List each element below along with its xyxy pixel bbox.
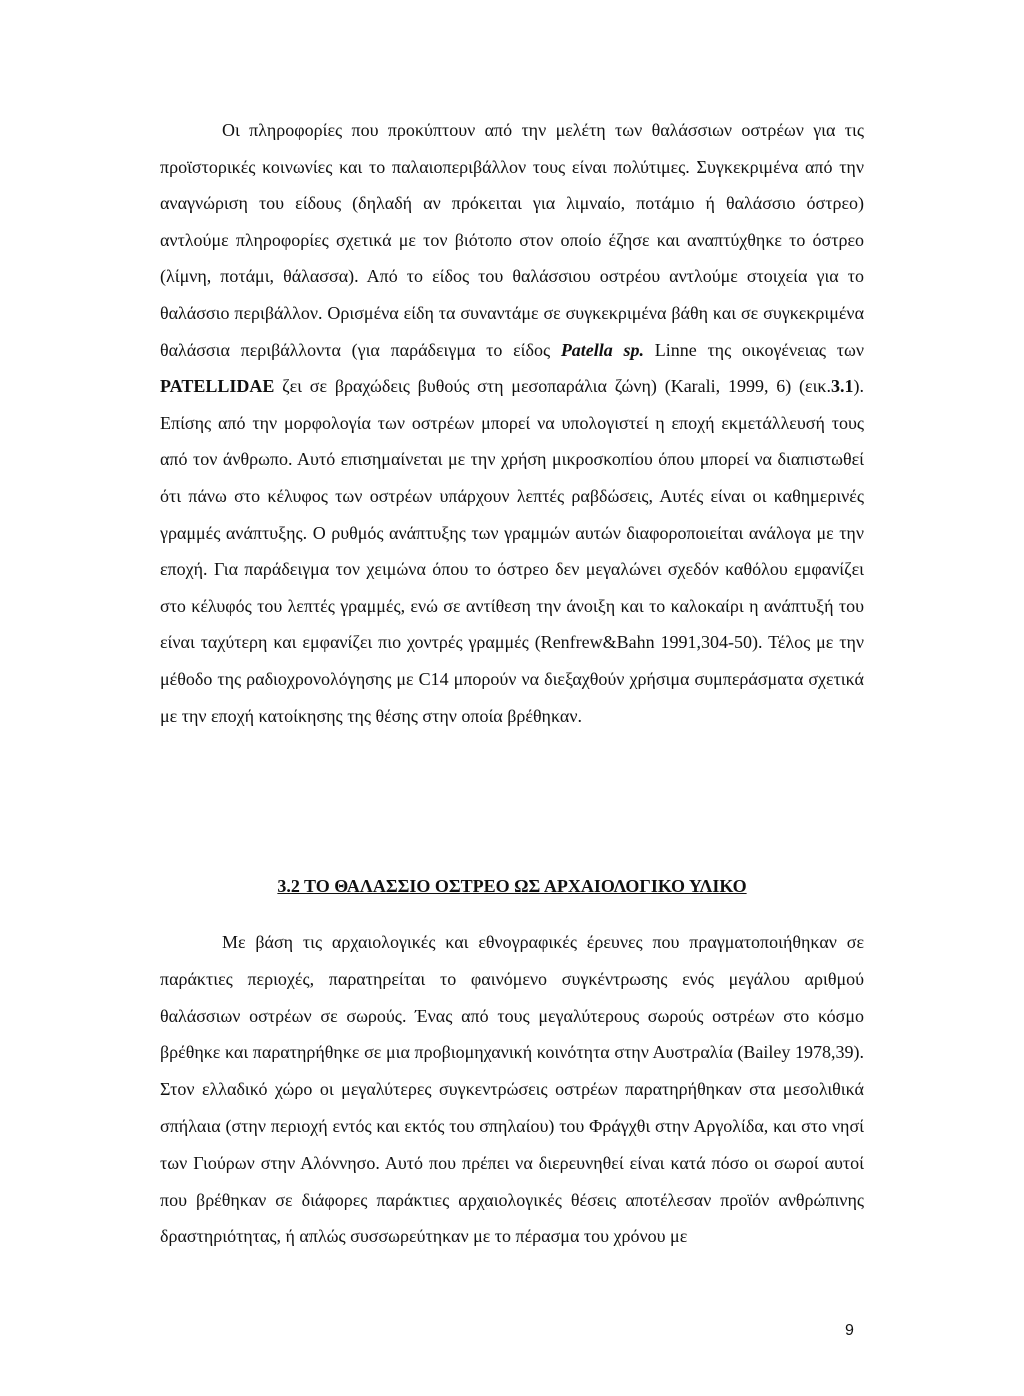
paragraph-text: Οι πληροφορίες που προκύπτουν από την μελέτη των θαλάσσιων οστρέων για τις προϊστορικές κοινωνίες και το παλαιοπεριβάλλον τους είναι πολύτιμες. Συγκεκριμένα από την αναγνώριση του είδους (δηλαδή αν πρόκειται για λιμναίο, ποτάμιο ή θαλάσσιο όστρεο) αντλούμε πληροφορίες σχετικά με τον βιότοπο στον οποίο έζησε και αναπτύχθηκε το όστρεο (λίμνη, ποτάμι, θάλασσα). Από το είδος του θαλάσσιου οστρέου αντλούμε στοιχεία για το θαλάσσιο περιβάλλον. Ορισμένα είδη τα συναντάμε σε συγκεκριμένα βάθη και σε συγκεκριμένα θαλάσσια περιβάλλοντα (για παράδειγμα το είδος: [160, 120, 864, 360]
paragraph-archaeological-material: Με βάση τις αρχαιολογικές και εθνογραφικές έρευνες που πραγματοποιήθηκαν σε παράκτιες περιοχές, παρατηρείται το φαινόμενο συγκέντρωσης ενός μεγάλου αριθμού θαλάσσιων οστρέων σε σωρούς. Ένας από τους μεγαλύτερους σωρούς οστρέων στο κόσμο βρέθηκε και παρατηρήθηκε σε μια προβιομηχανική κοινότητα στην Αυστραλία (Bailey 1978,39). Στον ελλαδικό χώρο οι μεγαλύτερες συγκεντρώσεις οστρέων παρατηρήθηκαν στα μεσολιθικά σπήλαια (στην περιοχή εντός και εκτός του σπηλαίου) του Φράγχθι στην Αργολίδα, και στο νησί των Γιούρων στην Αλόννησο. Αυτό που πρέπει να διερευνηθεί είναι κατά πόσο οι σωροί αυτοί που βρέθηκαν σε διάφορες παράκτιες αρχαιολογικές θέσεις αποτέλεσαν προϊόν ανθρώπινης δραστηριότητας, ή απλώς συσσωρεύτηκαν με το πέρασμα του χρόνου με: [160, 932, 864, 1247]
paragraph-shell-information: [160, 112, 864, 734]
species-name: Patella sp.: [560, 339, 645, 360]
paragraph-text: Linne της οικογένειας των: [644, 339, 864, 360]
paragraph-text: ζει σε βραχώδεις βυθούς στη μεσοπαράλια ζώνη) (Karali, 1999, 6) (εικ.: [274, 376, 831, 397]
family-name: PATELLIDAE: [160, 376, 275, 397]
figure-reference: 3.1: [831, 376, 854, 397]
page-number: 9: [845, 1322, 854, 1339]
paragraph-text: ). Επίσης από την μορφολογία των οστρέων μπορεί να υπολογιστεί η εποχή εκμετάλλευσή τους από τον άνθρωπο. Αυτό επισημαίνεται με την χρήση μικροσκοπίου όπου μπορεί να διαπιστωθεί ότι πάνω στο κέλυφος των οστρέων υπάρχουν λεπτές ραβδώσεις, Αυτές είναι οι καθημερινές γραμμές ανάπτυξης. Ο ρυθμός ανάπτυξης των γραμμών αυτών διαφοροποιείται ανάλογα με την εποχή. Για παράδειγμα τον χειμώνα όπου το όστρεο δεν μεγαλώνει σχεδόν καθόλου εμφανίζει στο κέλυφός του λεπτές γραμμές, ενώ σε αντίθεση την άνοιξη και το καλοκαίρι η ανάπτυξή του είναι ταχύτερη και εμφανίζει πιο χοντρές γραμμές (Renfrew&Bahn 1991,304-50). Τέλος με την μέθοδο της ραδιοχρονολόγησης με C14 μπορούν να διεξαχθούν χρήσιμα συμπεράσματα σχετικά με την εποχή κατοίκησης της θέσης στην οποία βρέθηκαν.: [160, 376, 864, 726]
section-heading: 3.2 ΤΟ ΘΑΛΑΣΣΙΟ ΟΣΤΡΕΟ ΩΣ ΑΡΧΑΙΟΛΟΓΙΚΟ ΥΛΙΚΟ: [277, 876, 747, 896]
